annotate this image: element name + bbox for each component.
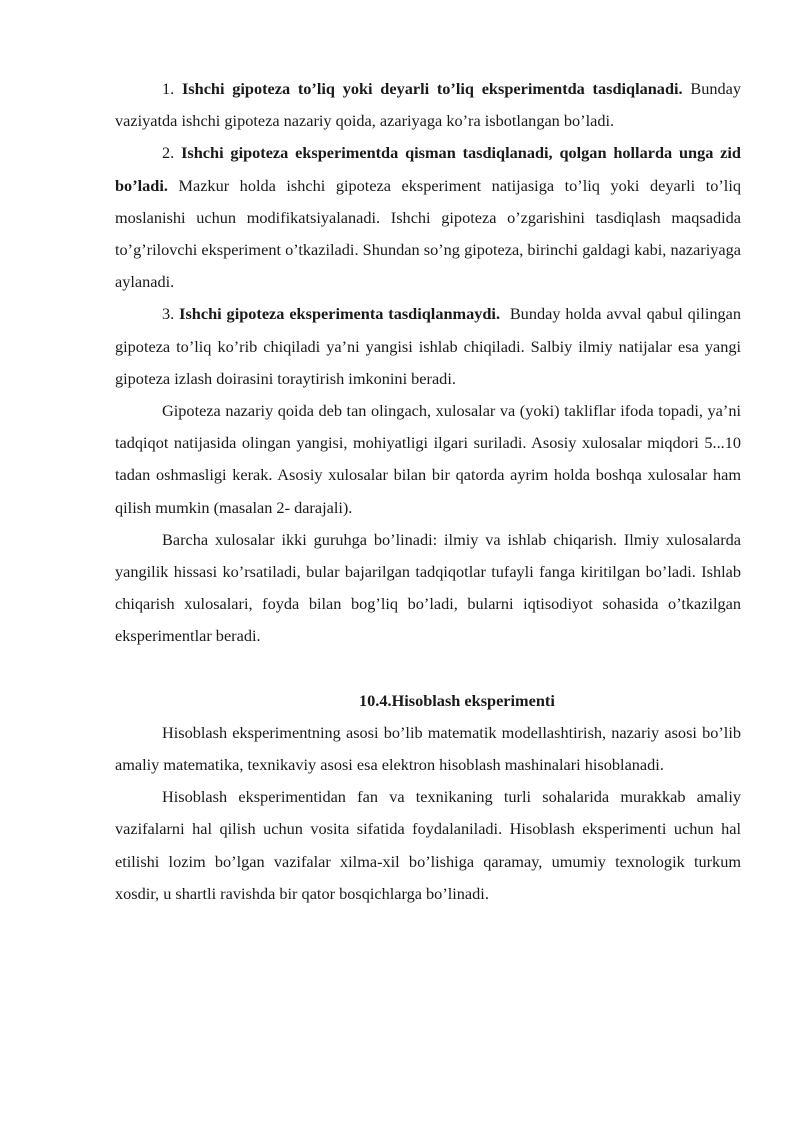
item-text: Bunday vaziyatda ishchi gipoteza nazariy qoida, azariyaga ko’ra isbotlangan bo’ladi. (115, 79, 741, 131)
item-text: Mazkur holda ishchi gipoteza eksperiment natijasiga to’liq yoki deyarli to’liq moslanishi uchun modifikatsiyalanadi. Ishchi gipoteza o’zgarishini tasdiqlash maqsadida to’g’rilovchi eksperiment o’tkaziladi. Shundan so’ng gipoteza, birinchi galdagi kabi, nazariyaga aylanadi. (115, 175, 741, 292)
item-bold-statement: Ishchi gipoteza to’liq yoki deyarli to’liq eksperimentda tasdiqlanadi. (181, 79, 683, 98)
hypothesis-item-1 (115, 73, 741, 137)
item-number: 2. (162, 143, 175, 163)
computational-basis-paragraph: Hisoblash eksperimentning asosi bo’lib matematik modellashtirish, nazariy asosi bo’lib amaliy matematika, texnikaviy asosi esa elektron hisoblash mashinalari hisoblanadi. (115, 722, 741, 775)
hypothesis-item-2 (115, 137, 741, 298)
item-number: 3. (162, 304, 175, 324)
document-body (115, 73, 741, 910)
item-number: 1. (162, 79, 175, 98)
computational-usage-paragraph: Hisoblash eksperimentidan fan va texnikaning turli sohalarida murakkab amaliy vazifalarni hal qilish uchun vosita sifatida foydalaniladi. Hisoblash eksperimenti uchun hal etilishi lozim bo’lgan vazifalar xilma-xil bo’lishiga qaramay, umumiy texnologik turkum xosdir, u shartli ravishda bir qator bosqichlarga bo’linadi. (115, 787, 741, 903)
blank-line (115, 653, 741, 685)
conclusions-paragraph: Gipoteza nazariy qoida deb tan olingach, xulosalar va (yoki) takliflar ifoda topadi, ya’ni tadqiqot natijasida olingan yangisi, mohiyatligi ilgari suriladi. Asosiy xulosalar miqdori 5...10 tadan oshmasligi kerak. Asosiy xulosalar bilan bir qatorda ayrim holda boshqa xulosalar ham qilish mumkin (masalan 2- darajali). (115, 401, 741, 517)
conclusion-groups-paragraph: Barcha xulosalar ikki guruhga bo’linadi: ilmiy va ishlab chiqarish. Ilmiy xulosalarda yangilik hissasi ko’rsatiladi, bular bajarilgan tadqiqotlar tufayli fanga kiritilgan bo’ladi. Ishlab chiqarish xulosalari, foyda bilan bog’liq bo’ladi, bularni iqtisodiyot sohasida o’tkazilgan eksperimentlar beradi. (115, 529, 741, 646)
item-bold-statement: Ishchi gipoteza eksperimenta tasdiqlanmaydi. (179, 304, 501, 324)
hypothesis-item-3 (115, 298, 741, 395)
item-bold-statement: Ishchi gipoteza eksperimentda qisman tasdiqlanadi, qolgan hollarda unga zid bo’ladi. (115, 143, 741, 195)
item-text: Bunday holda avval qabul qilingan gipoteza to’liq ko’rib chiqiladi ya’ni yangisi ishlab chiqiladi. Salbiy ilmiy natijalar esa yangi gipoteza izlash doirasini toraytirish imkonini beradi. (115, 304, 742, 388)
section-heading: 10.4.Hisoblash eksperimenti (359, 690, 555, 710)
